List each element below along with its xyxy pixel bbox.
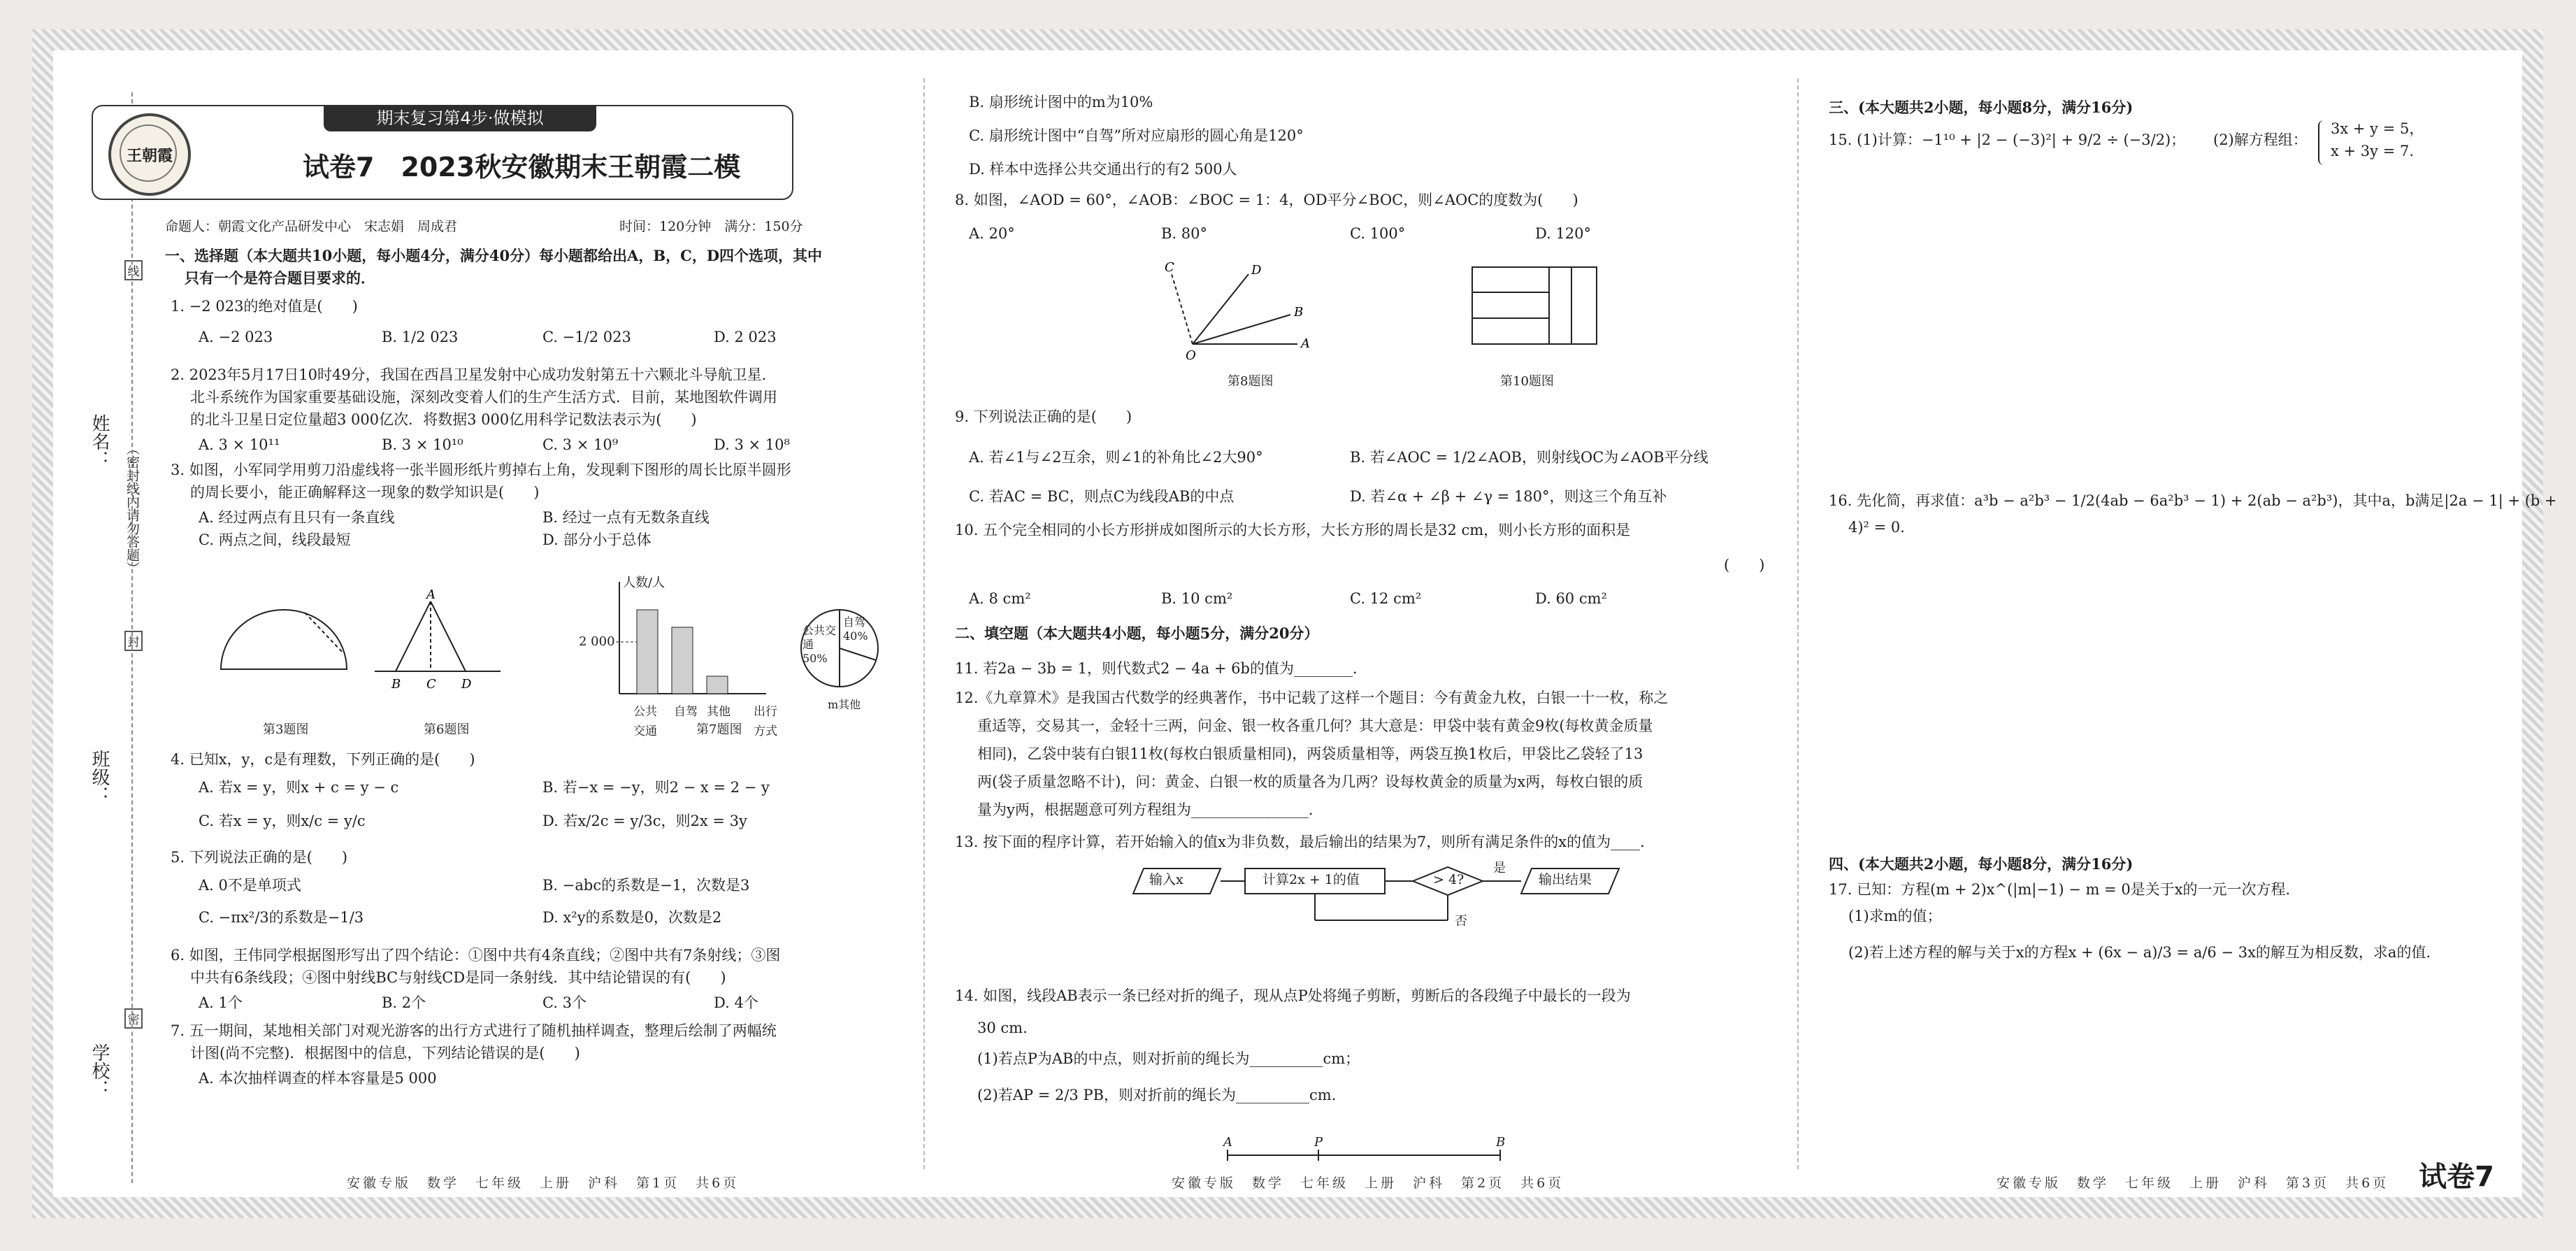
- q10-option-c: C. 12 cm²: [1350, 590, 1422, 607]
- svg-text:B: B: [1294, 305, 1304, 320]
- flow-yes: 是: [1493, 861, 1506, 875]
- q1-text: 1. −2 023的绝对值是( ): [171, 298, 358, 315]
- q15-system-eq1: 3x + y = 5，: [2331, 120, 2424, 137]
- q4-option-a: A. 若x = y，则x + c = y − c: [199, 779, 399, 796]
- svg-text:C: C: [1165, 260, 1174, 275]
- pie-label-drive: 自驾40%: [843, 615, 868, 643]
- q3-line1: 3. 如图，小军同学用剪刀沿虚线将一张半圆形纸片剪掉右上角，发现剩下图形的周长比原半圆形: [171, 462, 791, 478]
- q14-line1: 14. 如图，线段AB表示一条已经对折的绳子，现从点P处将绳子剪断，剪断后的各段绳子中最长的一段为: [955, 987, 1631, 1004]
- page2-footer: 安徽专版 数学 七年级 上册 沪科 第2页 共6页: [1172, 1175, 1564, 1191]
- figure-3-semicircle: [214, 603, 354, 680]
- q17-part1: (1)求m的值；: [1848, 908, 1942, 924]
- q14-part1: (1)若点P为AB的中点，则对折前的绳长为__________cm；: [977, 1050, 1360, 1067]
- q14-line2: 30 cm.: [977, 1020, 1028, 1036]
- q9-option-a: A. 若∠1与∠2互余，则∠1的补角比∠2大90°: [969, 449, 1263, 466]
- school-label: 学校：: [89, 1043, 110, 1098]
- q15-system-eq2: x + 3y = 7.: [2331, 143, 2414, 159]
- svg-text:A: A: [426, 589, 436, 602]
- flow-compute: 计算2x + 1的值: [1262, 872, 1360, 887]
- seal-mark-seal: 封: [124, 631, 143, 651]
- svg-text:O: O: [1186, 348, 1196, 363]
- fig7-cat-drive: 自驾: [674, 705, 698, 719]
- figure-10-rectangles: [1469, 264, 1602, 355]
- q10-option-d: D. 60 cm²: [1535, 590, 1607, 607]
- exam-title: 试卷7 2023秋安徽期末王朝霞二模: [303, 152, 741, 183]
- q4-option-c: C. 若x = y，则x/c = y/c: [199, 813, 366, 829]
- q1-option-a: A. −2 023: [199, 329, 273, 345]
- q17-text: 17. 已知：方程(m + 2)x^(|m|−1) − m = 0是关于x的一元一次方程．: [1829, 881, 2301, 898]
- fig6-caption: 第6题图: [424, 722, 470, 737]
- q7-line2: 计图(尚不完整)．根据图中的信息，下列结论错误的是( ): [190, 1045, 580, 1061]
- q11-text: 11. 若2a − 3b = 1，则代数式2 − 4a + 6b的值为________．: [955, 660, 1367, 677]
- q14-segment: [1221, 1145, 1514, 1173]
- q1-option-b: B. 1/2 023: [382, 329, 459, 345]
- q8-text: 8. 如图，∠AOD = 60°，∠AOB：∠BOC = 1：4，OD平分∠BOC，则∠AOC的度数为( ): [955, 192, 1578, 208]
- flow-decision: > 4?: [1433, 872, 1465, 887]
- q8-option-b: B. 80°: [1161, 225, 1208, 242]
- flow-no: 否: [1455, 914, 1467, 929]
- q12-line5: 量为y两，根据题意可列方程组为________________．: [977, 801, 1323, 818]
- section1-heading: 一、选择题（本大题共10小题，每小题4分，满分40分）每小题都给出A，B，C，D四个选项，其中: [165, 247, 823, 264]
- seg-label-b: B: [1496, 1135, 1506, 1150]
- q7-line1: 7. 五一期间，某地相关部门对观光游客的出行方式进行了随机抽样调查，整理后绘制了两幅统: [171, 1022, 777, 1039]
- flow-input: 输入x: [1149, 872, 1183, 887]
- q6-option-b: B. 2个: [382, 994, 426, 1011]
- q5-option-c: C. −πx²/3的系数是−1/3: [199, 909, 364, 926]
- pie-label-other: m其他: [828, 698, 861, 711]
- q12-line3: 相同)，乙袋中装有白银11枚(每枚白银质量相同)，两袋质量相等，两袋互换1枚后，甲袋比乙袋轻了13: [977, 745, 1643, 762]
- q2-line3: 的北斗卫星日定位量超3 000亿次．将数据3 000亿用科学记数法表示为( ): [190, 411, 697, 428]
- fig7-cat-axis: 出行方式: [754, 705, 777, 738]
- q3-option-d: D. 部分小于总体: [542, 531, 652, 548]
- q10-option-a: A. 8 cm²: [969, 590, 1031, 607]
- seal-mark-close: 密: [124, 1008, 143, 1029]
- q10-text: 10. 五个完全相同的小长方形拼成如图所示的大长方形，大长方形的周长是32 cm，则小长方形的面积是: [955, 522, 1631, 538]
- q3-option-c: C. 两点之间，线段最短: [199, 531, 351, 548]
- q6-line2: 中共有6条线段；④图中射线BC与射线CD是同一条射线．其中结论错误的有( ): [190, 969, 726, 986]
- q5-text: 5. 下列说法正确的是( ): [171, 849, 348, 866]
- q5-option-d: D. x²y的系数是0，次数是2: [542, 909, 722, 926]
- q5-option-a: A. 0不是单项式: [199, 877, 301, 894]
- flow-output: 输出结果: [1539, 872, 1592, 887]
- exam-number-mark: 试卷7: [2419, 1161, 2494, 1193]
- svg-text:A: A: [1301, 336, 1310, 351]
- fig7-ytick: 2 000: [579, 634, 615, 649]
- q6-option-d: D. 4个: [714, 994, 758, 1011]
- figure-6-lines: [368, 589, 521, 694]
- header-banner: 期末复习第4步·做模拟: [324, 105, 596, 131]
- pie-label-public: 公共交通50%: [803, 624, 837, 665]
- seal-mark-line: 线: [124, 260, 143, 280]
- svg-text:C: C: [426, 677, 436, 692]
- q12-line1: 12.《九章算术》是我国古代数学的经典著作，书中记载了这样一个题目：今有黄金九枚，白银一十一枚，称之: [955, 689, 1669, 706]
- fig7-ylabel: 人数/人: [623, 576, 665, 590]
- q2-option-c: C. 3 × 10⁹: [542, 436, 619, 453]
- fig7-cat-other: 其他: [707, 705, 731, 719]
- q3-line2: 的周长要小，能正确解释这一现象的数学知识是( ): [190, 484, 540, 501]
- q10-option-b: B. 10 cm²: [1161, 590, 1233, 607]
- q3-option-a: A. 经过两点有且只有一条直线: [199, 509, 395, 526]
- q16-line2: 4)² = 0.: [1848, 519, 1905, 536]
- seal-notice: （密封线内请勿答题）: [124, 442, 140, 575]
- svg-text:B: B: [391, 677, 401, 692]
- name-label: 姓名：: [89, 414, 110, 469]
- fig10-caption: 第10题图: [1500, 374, 1554, 389]
- q4-text: 4. 已知x，y，c是有理数，下列正确的是( ): [171, 751, 475, 768]
- q13-text: 13. 按下面的程序计算，若开始输入的值x为非负数，最后输出的结果为7，则所有满足条件的x的值为____．: [955, 834, 1655, 850]
- q14-part2: (2)若AP = 2/3 PB，则对折前的绳长为__________cm.: [977, 1087, 1337, 1103]
- section3-heading: 三、(本大题共2小题，每小题8分，满分16分): [1829, 99, 2134, 116]
- q3-option-b: B. 经过一点有无数条直线: [542, 509, 710, 526]
- q6-option-c: C. 3个: [542, 994, 587, 1011]
- fig7-caption: 第7题图: [696, 722, 742, 737]
- fig7-cat-public: 公共交通: [633, 705, 657, 738]
- section4-heading: 四、(本大题共2小题，每小题8分，满分16分): [1829, 855, 2134, 873]
- section1-heading-cont: 只有一个是符合题目要求的．: [185, 269, 375, 287]
- q4-option-b: B. 若−x = −y，则2 − x = 2 − y: [542, 779, 770, 796]
- q9-option-d: D. 若∠α + ∠β + ∠γ = 180°，则这三个角互补: [1350, 488, 1667, 505]
- q8-option-c: C. 100°: [1350, 225, 1406, 242]
- q2-line2: 北斗系统作为国家重要基础设施，深刻改变着人们的生产生活方式．目前，某地图软件调用: [190, 389, 777, 406]
- q12-line2: 重适等，交易其一，金轻十三两，问金、银一枚各重几何？其大意是：甲袋中装有黄金9枚(每枚黄金质量: [977, 717, 1653, 734]
- q1-option-c: C. −1/2 023: [542, 329, 631, 345]
- section2-heading: 二、填空题（本大题共4小题，每小题5分，满分20分）: [955, 624, 1319, 642]
- seg-label-a: A: [1223, 1135, 1232, 1150]
- q2-line1: 2. 2023年5月17日10时49分，我国在西昌卫星发射中心成功发射第五十六颗北斗导航卫星．: [171, 366, 777, 383]
- logo-text: 王朝霞: [126, 147, 173, 165]
- page1-footer: 安徽专版 数学 七年级 上册 沪科 第1页 共6页: [347, 1175, 740, 1191]
- q15-part2-label: (2)解方程组：: [2213, 131, 2308, 148]
- figure-8-angles: [1158, 260, 1318, 365]
- svg-text:D: D: [1251, 263, 1262, 278]
- q8-option-a: A. 20°: [969, 225, 1015, 242]
- q7-option-a: A. 本次抽样调查的样本容量是5 000: [199, 1070, 437, 1087]
- exam-time-score: 时间：120分钟 满分：150分: [619, 219, 803, 234]
- q8-option-d: D. 120°: [1535, 225, 1592, 242]
- q9-option-c: C. 若AC = BC，则点C为线段AB的中点: [969, 488, 1235, 505]
- q15-part1: 15. (1)计算：−1¹⁰ + |2 − (−3)²| + 9/2 ÷ (−3/2)；: [1829, 131, 2186, 148]
- q4-option-d: D. 若x/2c = y/3c，则2x = 3y: [542, 813, 747, 829]
- q16-line1: 16. 先化简，再求值：a³b − a²b³ − 1/2(4ab − 6a²b³ − 1) + 2(ab − a²b³)，其中a，b满足|2a − 1| + (b +: [1829, 492, 2557, 509]
- q6-line1: 6. 如图，王伟同学根据图形写出了四个结论：①图中共有4条直线；②图中共有7条射线；③图: [171, 947, 781, 964]
- q9-text: 9. 下列说法正确的是( ): [955, 408, 1132, 425]
- q9-option-b: B. 若∠AOC = 1/2∠AOB，则射线OC为∠AOB平分线: [1350, 449, 1708, 466]
- q6-option-a: A. 1个: [199, 994, 243, 1011]
- q10-paren: ( ): [1724, 557, 1765, 573]
- seg-label-p: P: [1314, 1135, 1323, 1150]
- q7-option-b: B. 扇形统计图中的m为10%: [969, 94, 1153, 110]
- q1-option-d: D. 2 023: [714, 329, 777, 345]
- fig8-caption: 第8题图: [1228, 374, 1274, 389]
- q2-option-a: A. 3 × 10¹¹: [199, 436, 280, 453]
- fig3-caption: 第3题图: [263, 722, 309, 737]
- q2-option-b: B. 3 × 10¹⁰: [382, 436, 463, 453]
- class-label: 班级：: [89, 750, 110, 804]
- q12-line4: 两(袋子质量忽略不计)，问：黄金、白银一枚的质量各为几两？设每枚黄金的质量为x两，每枚白银的质: [977, 773, 1643, 790]
- exam-authors: 命题人：朝霞文化产品研发中心 宋志娟 周成君: [165, 219, 458, 234]
- q17-part2: (2)若上述方程的解与关于x的方程x + (6x − a)/3 = a/6 − 3x的解互为相反数，求a的值．: [1848, 944, 2441, 961]
- page3-footer: 安徽专版 数学 七年级 上册 沪科 第3页 共6页: [1996, 1175, 2389, 1191]
- exam-header: [92, 105, 793, 200]
- brand-logo: [108, 113, 191, 196]
- q5-option-b: B. −abc的系数是−1，次数是3: [542, 877, 750, 894]
- q7-option-d: D. 样本中选择公共交通出行的有2 500人: [969, 161, 1237, 178]
- q7-option-c: C. 扇形统计图中“自驾”所对应扇形的圆心角是120°: [969, 127, 1304, 144]
- q2-option-d: D. 3 × 10⁸: [714, 436, 790, 453]
- svg-text:D: D: [461, 677, 472, 692]
- exam-sheet: [32, 29, 2557, 1218]
